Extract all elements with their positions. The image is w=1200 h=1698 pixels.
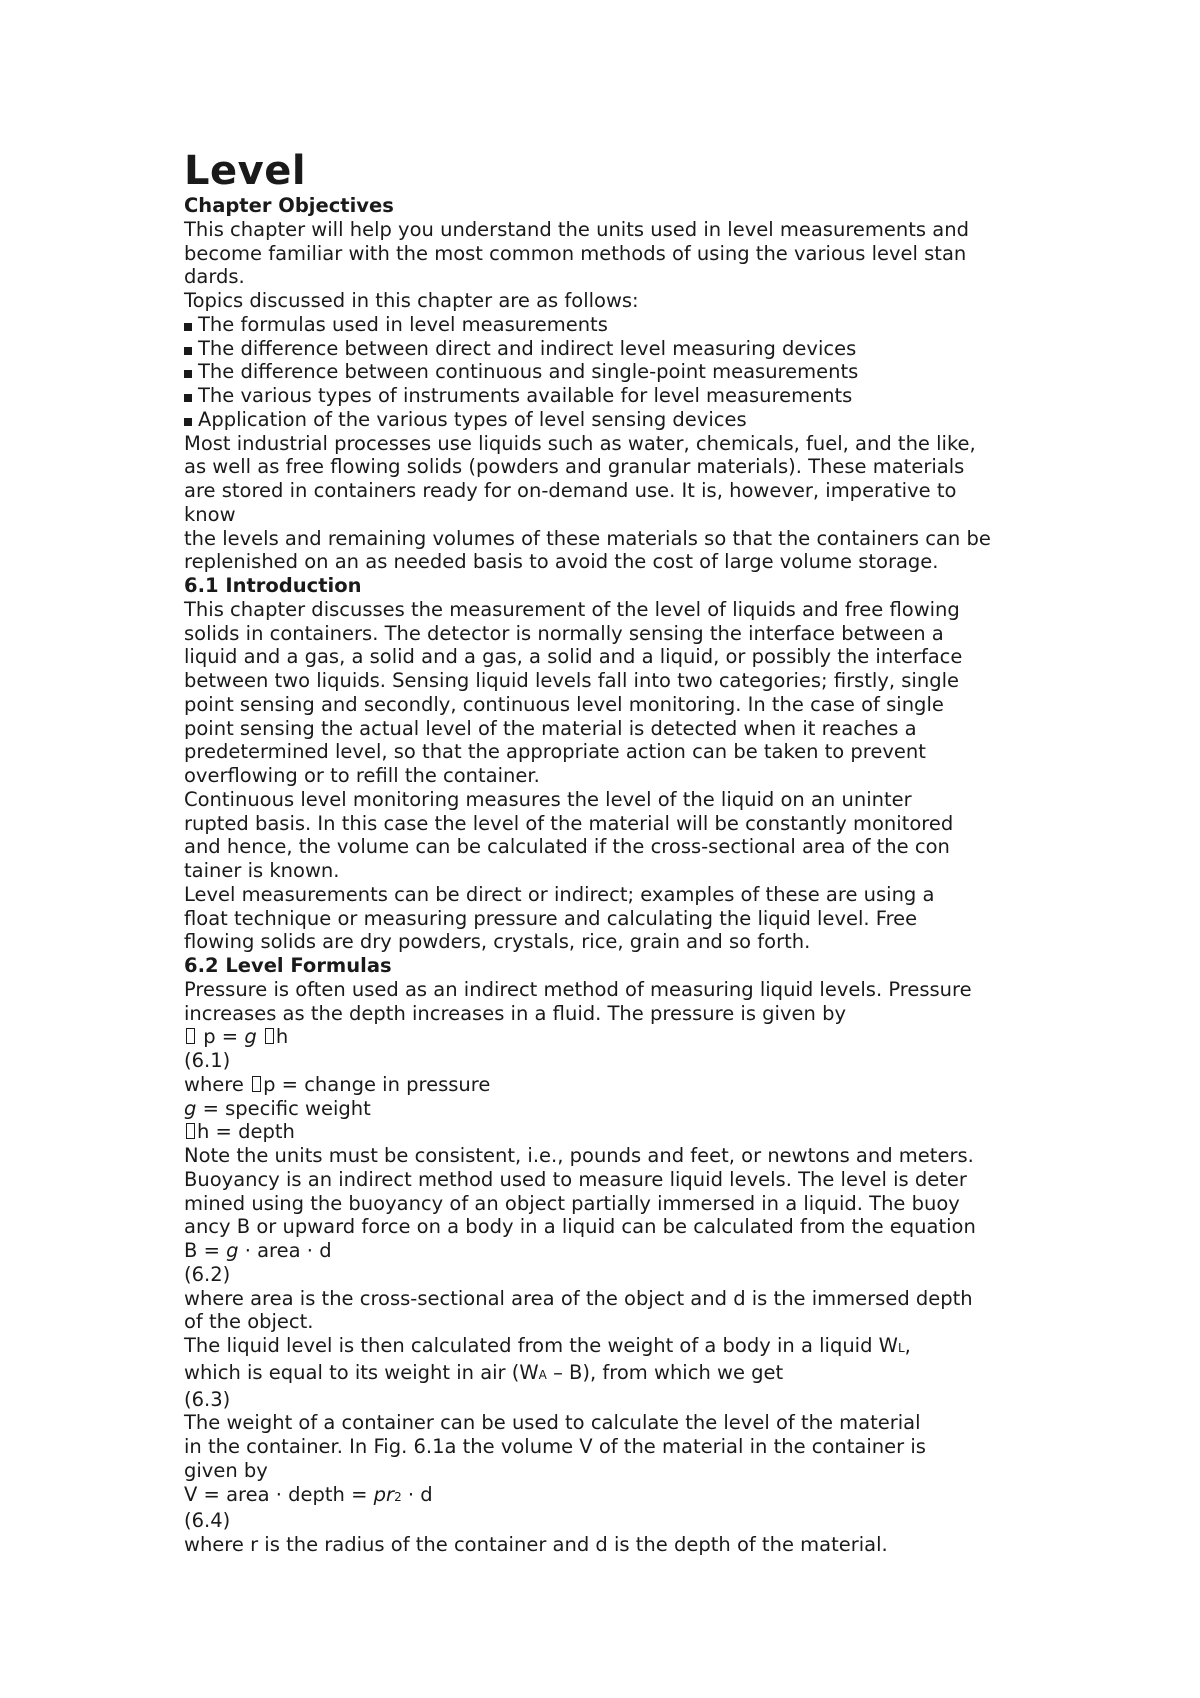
paragraph-line: point sensing the actual level of the material is detected when it reaches a [184,716,917,740]
paragraph-line: Pressure is often used as an indirect method of measuring liquid levels. Pressure [184,977,972,1001]
paragraph-line: in the container. In Fig. 6.1a the volume V of the material in the container is [184,1435,926,1458]
bullet-item: The difference between direct and indirect level measuring devices [184,337,1084,361]
paragraph-line: ancy B or upward force on a body in a liquid can be calculated from the equation [184,1215,976,1239]
equation-6-2: B = g · area · d [184,1239,332,1262]
paragraph-line: where area is the cross-sectional area of the object and d is the immersed depth [184,1286,973,1310]
bullet-item: Application of the various types of level sensing devices [184,408,1084,432]
equation-number: (6.2) [184,1262,231,1286]
paragraph-line: Buoyancy is an indirect method used to measure liquid levels. The level is deter [184,1167,967,1191]
paragraph-line: Most industrial processes use liquids such as water, chemicals, fuel, and the like, [184,431,976,455]
definition-line: where p = change in pressure [184,1072,491,1096]
equation-number: (6.4) [184,1509,231,1533]
equation-number: (6.3) [184,1387,231,1411]
intro-line: become familiar with the most common methods of using the various level stan [184,241,967,265]
paragraph-line: float technique or measuring pressure and calculating the liquid level. Free [184,906,918,930]
paragraph-line: mined using the buoyancy of an object partially immersed in a liquid. The buoy [184,1191,960,1215]
paragraph-line: Continuous level monitoring measures the level of the liquid on an uninter [184,787,912,811]
paragraph-line: of the object. [184,1310,314,1334]
paragraph-line: liquid and a gas, a solid and a gas, a solid and a liquid, or possibly the interface [184,645,963,669]
bullet-item: The various types of instruments available for level measurements [184,384,1084,408]
section-heading-introduction: 6.1 Introduction [184,574,362,597]
paragraph-line: The liquid level is then calculated from the weight of a body in a liquid WL, [184,1334,911,1357]
equation-6-1: p = g h [184,1025,1084,1049]
paragraph-line: solids in containers. The detector is normally sensing the interface between a [184,621,944,645]
paragraph-line: Level measurements can be direct or indirect; examples of these are using a [184,882,935,906]
document-page [184,148,1084,1557]
paragraph-line: know [184,502,236,526]
paragraph-line: between two liquids. Sensing liquid levels fall into two categories; firstly, single [184,669,960,692]
paragraph-line: point sensing and secondly, continuous level monitoring. In the case of single [184,692,944,716]
paragraph-line: overflowing or to refill the container. [184,764,540,787]
paragraph-line: rupted basis. In this case the level of the material will be constantly monitored [184,811,954,835]
paragraph-line: tainer is known. [184,859,340,882]
page-title: Level [184,148,307,194]
missing-glyph-icon [186,1028,195,1044]
paragraph-line: flowing solids are dry powders, crystals, rice, grain and so forth. [184,930,811,954]
objectives-heading: Chapter Objectives [184,194,394,217]
missing-glyph-icon [186,1123,195,1139]
definition-line: g = specific weight [184,1096,371,1120]
paragraph-line: the levels and remaining volumes of these materials so that the containers can be [184,526,991,550]
definition-line: h = depth [184,1120,1084,1144]
paragraph-line: predetermined level, so that the appropriate action can be taken to prevent [184,740,926,764]
paragraph-line: replenished on an as needed basis to avoid the cost of large volume storage. [184,550,939,574]
paragraph-line: where r is the radius of the container and d is the depth of the material. [184,1533,888,1556]
paragraph-line: The weight of a container can be used to calculate the level of the material [184,1411,921,1435]
paragraph-line: given by [184,1458,268,1482]
paragraph-line: are stored in containers ready for on-demand use. It is, however, imperative to [184,479,957,502]
missing-glyph-icon [265,1028,274,1044]
paragraph-line: and hence, the volume can be calculated if the cross-sectional area of the con [184,835,950,859]
paragraph-line: This chapter discusses the measurement of the level of liquids and free flowing [184,597,960,621]
equation-6-4: V = area · depth = pr2 · d [184,1482,433,1506]
paragraph-line: Note the units must be consistent, i.e., pounds and feet, or newtons and meters. [184,1144,974,1167]
paragraph-line: as well as free flowing solids (powders and granular materials). These materials [184,455,965,479]
intro-line: Topics discussed in this chapter are as follows: [184,289,639,312]
equation-number: (6.1) [184,1049,231,1072]
bullet-item: The formulas used in level measurements [184,313,1084,337]
intro-line: This chapter will help you understand the units used in level measurements and [184,217,969,241]
section-heading-level-formulas: 6.2 Level Formulas [184,954,392,977]
paragraph-line: which is equal to its weight in air (WA – B), from which we get [184,1360,784,1384]
bullet-item: The difference between continuous and single-point measurements [184,360,1084,384]
missing-glyph-icon [252,1076,261,1092]
intro-line: dards. [184,265,245,289]
paragraph-line: increases as the depth increases in a fluid. The pressure is given by [184,1001,846,1025]
